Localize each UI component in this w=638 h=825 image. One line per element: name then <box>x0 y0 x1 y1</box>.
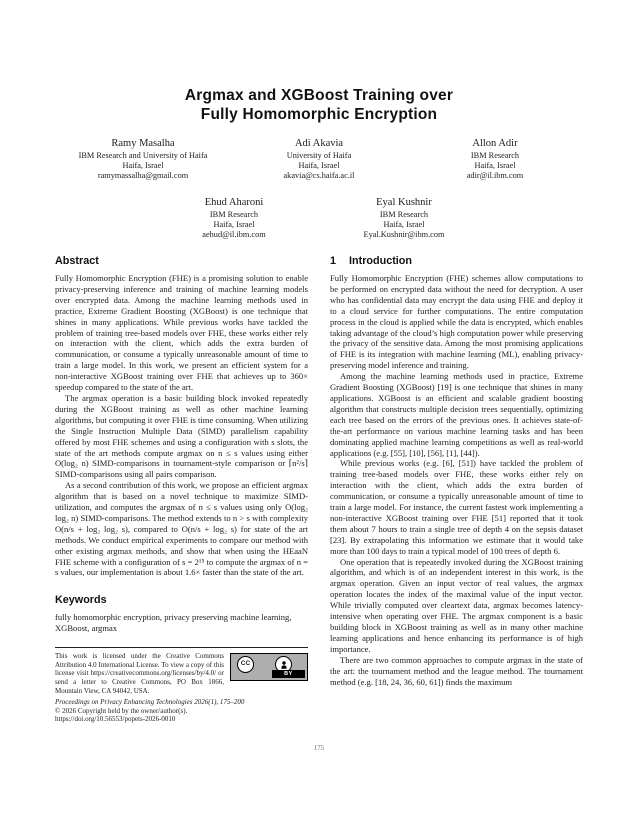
author-card-masalha <box>55 137 231 180</box>
author-location: Haifa, Israel <box>298 160 340 170</box>
abstract-paragraph-2: The argmax operation is a basic building block invoked repeatedly during the XGBoost training as well as other machine learning algorithms, but computing it over FHE is time consuming. When utilizing the Single Instruction Multiple Data (SIMD) parallelism capability offered by most FHE schemes and using a configuration with s slots, the state of the art methods compute argmax on n ≤ s values using either O(log₂ n) SIMD-comparisons in tournament-style comparison or ⌈n²/s⌉ SIMD-comparisons using all pairs comparison. <box>55 392 308 480</box>
keywords-text: fully homomorphic encryption, privacy preserving machine learning, XGBoost, argmax <box>55 612 292 634</box>
intro-paragraph-3: While previous works (e.g. [6], [51]) have tackled the problem of training tree-based models over FHE, these works either rely on interaction with the client, which adds the extra burden of communication, or consume a typically unreasonable amount of time to train a large model. For instance, the current fastest work implementing a non-interactive XGBoost training over FHE [51] reported that it took them about 7 hours to train a single tree of depth 4 on the sepsis dataset [23]. By extrapolating this information we estimate that it would take more than 100 days to train a typical model of 100 trees of depth 6. <box>330 458 583 556</box>
author-email: ramymassalha@gmail.com <box>97 170 189 180</box>
copyright-line: © 2026 Copyright held by the owner/author(s). <box>55 706 188 715</box>
author-affiliation: IBM Research <box>379 210 429 219</box>
author-email: adir@il.ibm.com <box>466 170 524 180</box>
intro-paragraph-2: Among the machine learning methods used in practice, Extreme Gradient Boosting (XGBoost) [19] is one technique that shines in many applications. XGBoost is an efficient and scalable gradient boosting algorithm that constructs multiple decision trees sequentially, optimizing each tree based on the errors of the previous ones. It achieves state-of-the-art performance on various machine learning tasks and has been dominating applied machine learning competitions as well as real-world applications (e.g. [55], [10], [56], [1], [44]). <box>330 371 583 458</box>
abstract-paragraph-3: As a second contribution of this work, we propose an efficient argmax algorithm that is based on a novel technique to maximize SIMD-utilization, and computes the argmax of n ≤ s values using only O(log₂ log₂ n) SIMD-comparisons. The method extends to n > s with complexity O(n/s + log₂ log₂ s), compared to O(n/s + log₂ s) for state of the art methods. We conduct empirical experiments to compare our method with other existing argmax methods, and show that when using the HEaaN FHE scheme with a configuration of s = 2¹⁵ to compute the argmax of n = s values, our implementation is about 1.6× faster than the state of the art. <box>55 480 308 578</box>
page-number: 175 <box>313 745 325 752</box>
keywords-heading: Keywords <box>55 594 107 607</box>
author-affiliation: IBM Research <box>470 151 520 160</box>
cc-logo-icon: CC <box>237 656 254 673</box>
section-title: Introduction <box>349 255 412 267</box>
license-text: This work is licensed under the Creative Commons Attribution 4.0 International License. To view a copy of this license visit https://creativecommons.org/licenses/by/4.0/ or send a letter to Creative Commons, PO Box 1866, Mountain View, CA 94042, USA. <box>55 652 224 695</box>
doi-link[interactable]: https://doi.org/10.56553/popets-2026-0010 <box>55 715 176 724</box>
author-name: Ehud Aharoni <box>204 197 264 208</box>
author-email: akavia@cs.haifa.ac.il <box>283 170 355 180</box>
author-card-adir <box>407 137 583 180</box>
intro-paragraph-1: Fully Homomorphic Encryption (FHE) schemes allow computations to be performed on encrypted data without the need for decryption. A user who has confidential data may encrypt the data using FHE and deploy it to a cloud service for further computations. The entire computation process in the cloud is applied while the data is encrypted, which enables taking advantage of the cloud’s high computation power while preserving the privacy of the sensitive data. Among the most promising applications of FHE is its integration with machine learning (ML), enabling privacy-preserving model inference and training. <box>330 273 583 371</box>
publication-info <box>55 698 308 724</box>
title-line-2: Fully Homomorphic Encryption <box>200 106 438 123</box>
cc-by-badge[interactable] <box>230 653 308 681</box>
abstract-paragraph-1: Fully Homomorphic Encryption (FHE) is a promising solution to enable privacy-preserving inference and training of machine learning models over encrypted data. Among the machine learning methods used in practice, Extreme Gradient Boosting (XGBoost) is one technique that shines in many applications. While previous works have tackled the problem of training tree-based models over FHE, these works either rely on interaction with the client, which adds the extra burden of communication, or consume a typically unreasonable amount of time to train a large model. In this work, we present an efficient system for a non-interactive XGBoost training over FHE that achieves up to 360× speedup compared to the state of the art. <box>55 273 308 393</box>
cc-by-label: BY <box>272 670 305 678</box>
authors-row-1 <box>55 137 583 180</box>
author-name: Ramy Masalha <box>111 138 175 149</box>
introduction-heading <box>330 255 583 268</box>
author-location: Haifa, Israel <box>213 219 255 229</box>
author-location: Haifa, Israel <box>383 219 425 229</box>
author-affiliation: IBM Research <box>209 210 259 219</box>
author-name: Eyal Kushnir <box>376 197 432 208</box>
section-number: 1 <box>330 255 337 267</box>
author-card-kushnir <box>319 196 489 239</box>
title-line-1: Argmax and XGBoost Training over <box>184 87 454 104</box>
author-email: aehud@il.ibm.com <box>202 229 266 239</box>
license-block <box>55 647 308 724</box>
author-card-aharoni <box>149 196 319 239</box>
intro-paragraph-4: One operation that is repeatedly invoked during the XGBoost training algorithm, and which is of an independent interest in this work, is the argmax operation. Given an input vector of real values, the argmax operation locates the index of the maximal value of the input vector. While trivially computed over cleartext data, argmax becomes latency-intensive when operating over FHE. The argmax component is a basic building block in XGBoost training as well as in many other machine learning applications and hence enhancing its performance is of high importance. <box>330 556 583 654</box>
author-name: Allon Adir <box>472 138 518 149</box>
right-column <box>330 255 583 687</box>
author-name: Adi Akavia <box>294 138 344 149</box>
abstract-heading: Abstract <box>55 255 99 267</box>
author-email: Eyal.Kushnir@ibm.com <box>363 229 445 239</box>
authors-row-2 <box>0 196 638 239</box>
left-column <box>55 255 308 724</box>
author-affiliation: IBM Research and University of Haifa <box>78 151 208 160</box>
paper-title <box>0 86 638 124</box>
intro-paragraph-5: There are two common approaches to compute argmax in the state of the art: the tournament method and the league method. The tournament method (e.g. [18, 24, 36, 60, 61]) finds the maximum <box>330 654 583 687</box>
venue-line: Proceedings on Privacy Enhancing Technologies 2026(1), 175–200 <box>55 698 245 707</box>
author-location: Haifa, Israel <box>474 160 516 170</box>
author-location: Haifa, Israel <box>122 160 164 170</box>
author-affiliation: University of Haifa <box>286 151 352 160</box>
author-card-akavia <box>231 137 407 180</box>
